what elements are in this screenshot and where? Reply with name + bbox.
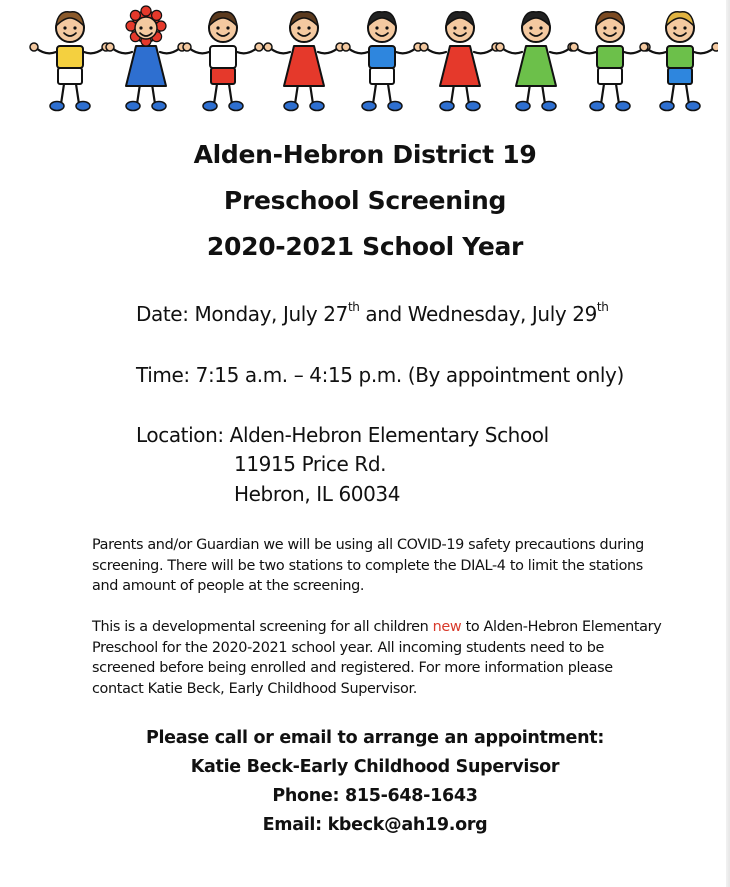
- child-eye: [307, 26, 310, 29]
- child-arm: [348, 48, 368, 53]
- child-shoe: [284, 102, 298, 111]
- child-hand: [264, 43, 272, 51]
- child-shorts: [668, 68, 692, 84]
- child-shoe: [440, 102, 454, 111]
- title-district: Alden-Hebron District 19: [193, 140, 537, 169]
- child-shirt: [57, 46, 83, 68]
- child-shoe: [126, 102, 140, 111]
- child-shoe: [50, 102, 64, 111]
- child-shorts: [370, 68, 394, 84]
- child-leg: [388, 84, 391, 104]
- child-hand: [183, 43, 191, 51]
- child-hand: [106, 43, 114, 51]
- child-eye: [63, 26, 66, 29]
- screening-text-before: This is a developmental screening for all children: [92, 619, 433, 635]
- child-eye: [297, 26, 300, 29]
- child-arm: [396, 48, 416, 53]
- child-shoe: [362, 102, 376, 111]
- child-eye: [683, 26, 686, 29]
- child-arm: [36, 48, 56, 53]
- date-sup-2: th: [596, 300, 609, 315]
- child-eye: [149, 26, 152, 29]
- child-arm: [237, 48, 257, 53]
- new-highlight: new: [432, 619, 462, 635]
- title-school-year: 2020-2021 School Year: [206, 232, 524, 261]
- contact-email: Email: kbeck@ah19.org: [262, 815, 488, 835]
- child-eye: [216, 26, 219, 29]
- child-shoe: [660, 102, 674, 111]
- date-prefix: Date: Monday, July 27: [136, 302, 348, 326]
- child-eye: [73, 26, 76, 29]
- child-eye: [453, 26, 456, 29]
- child-shoe: [516, 102, 530, 111]
- child-arm: [474, 48, 494, 53]
- contact-block: [0, 724, 730, 840]
- child-eye: [613, 26, 616, 29]
- child-shirt: [667, 46, 693, 68]
- covid-paragraph: Parents and/or Guardian we will be using all COVID-19 safety precautions during screening. There will be two stations to complete the DIAL-4 to limit the stations and amount of people at the screening.: [92, 537, 644, 595]
- child-hand: [255, 43, 263, 51]
- child-shoe: [686, 102, 700, 111]
- child-leg: [214, 84, 217, 104]
- children-banner: [28, 4, 718, 116]
- child-leg: [76, 84, 79, 104]
- child-arm: [426, 48, 446, 53]
- child-eye: [673, 26, 676, 29]
- child-arm: [112, 48, 132, 53]
- child-arm: [270, 48, 290, 53]
- child-shirt: [369, 46, 395, 68]
- date-sup-1: th: [347, 300, 360, 315]
- child-hand: [570, 43, 578, 51]
- child-arm: [318, 48, 338, 53]
- child-eye: [463, 26, 466, 29]
- screening-text-after: to Alden-Hebron Elementary Preschool for the 2020-2021 school year. All incoming students need to be screened before being enrolled and registered. For more information please contact Katie Beck, Early Childhood Supervisor.: [92, 619, 662, 697]
- child-shoe: [590, 102, 604, 111]
- child-hand: [496, 43, 504, 51]
- child-hand: [640, 43, 648, 51]
- address-street: 11915 Price Rd.: [234, 452, 387, 476]
- child-arm: [502, 48, 522, 53]
- time-line: Time: 7:15 a.m. – 4:15 p.m. (By appointment only): [136, 363, 624, 387]
- child-shirt: [210, 46, 236, 68]
- child-shoe: [388, 102, 402, 111]
- child-hand: [30, 43, 38, 51]
- address-city: Hebron, IL 60034: [234, 482, 401, 506]
- child-shorts: [211, 68, 235, 84]
- child-shoe: [542, 102, 556, 111]
- child-eye: [226, 26, 229, 29]
- child-leg: [671, 84, 674, 104]
- child-leg: [601, 84, 604, 104]
- child-shoe: [76, 102, 90, 111]
- child-shorts: [58, 68, 82, 84]
- child-shoe: [310, 102, 324, 111]
- title-program: Preschool Screening: [223, 186, 507, 215]
- child-hand: [712, 43, 718, 51]
- child-arm: [189, 48, 209, 53]
- child-arm: [550, 48, 570, 53]
- child-arm: [694, 48, 714, 53]
- screening-paragraph: [92, 617, 662, 699]
- contact-call-to-action: Please call or email to arrange an appointment:: [145, 728, 605, 748]
- child-curl: [141, 6, 151, 16]
- child-eye: [375, 26, 378, 29]
- date-line: [136, 302, 608, 326]
- title-block: [0, 132, 730, 270]
- child-eye: [603, 26, 606, 29]
- child-leg: [373, 84, 376, 104]
- child-shoe: [229, 102, 243, 111]
- child-eye: [529, 26, 532, 29]
- child-shoe: [466, 102, 480, 111]
- child-arm: [576, 48, 596, 53]
- child-hand: [342, 43, 350, 51]
- child-eye: [139, 26, 142, 29]
- contact-phone: Phone: 815-648-1643: [272, 786, 478, 806]
- location-line: Location: Alden-Hebron Elementary School: [136, 423, 549, 447]
- child-leg: [61, 84, 64, 104]
- child-shoe: [203, 102, 217, 111]
- child-leg: [686, 84, 689, 104]
- date-middle: and Wednesday, July 29: [359, 302, 597, 326]
- child-leg: [229, 84, 232, 104]
- child-arm: [160, 48, 180, 53]
- child-eye: [385, 26, 388, 29]
- child-eye: [539, 26, 542, 29]
- children-holding-hands-icon: [28, 4, 718, 116]
- child-leg: [616, 84, 619, 104]
- contact-name: Katie Beck-Early Childhood Supervisor: [190, 757, 560, 777]
- child-shirt: [597, 46, 623, 68]
- child-shoe: [616, 102, 630, 111]
- child-shoe: [152, 102, 166, 111]
- child-arm: [84, 48, 104, 53]
- child-shorts: [598, 68, 622, 84]
- child-hand: [420, 43, 428, 51]
